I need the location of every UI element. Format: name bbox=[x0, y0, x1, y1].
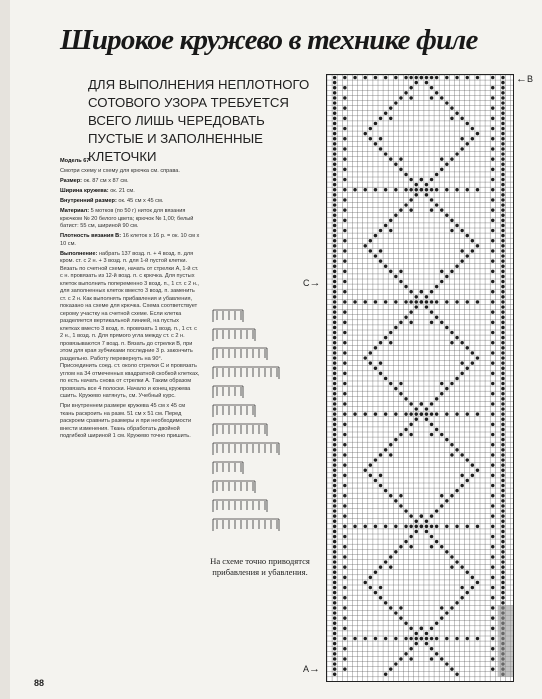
marker-a-label: A bbox=[303, 664, 310, 674]
instruction-paragraph bbox=[60, 208, 200, 231]
instruction-label: Размер: bbox=[60, 178, 84, 184]
marker-b bbox=[516, 73, 533, 85]
instruction-label: Плотность вязания В: bbox=[60, 233, 123, 239]
instruction-text: набрать 137 возд. п. + 4 возд. п. для кром. ст. с 2 н. + 3 возд. п. для 1-й пустой клетки. Вязать по счетной схеме, начать от стрелки А, 1-й ст. с н. провязать из 12-й возд. п. с крючка. Для пустых клеток выполнить попеременно 3 возд. п., 1 ст. с 2 н., для заполненных клеток вместо 3 возд. п. заменить ст. с 2 н. Как выполнять прибавления и убавления, показано на схеме для крючка. Схема соответствует серому участку на счетной схеме. Если клетка разделяется вертикальной линией, на пустых клетках вместо 3 возд. п. провязать 1 возд. п., 1 ст. с 2 н., 1 возд. п. Для прямого угла между ст. с 2 н. провязываются 7 возд. п. Вязать до стрелки В, при этом для края зубчиками последние 3 р. закончить раздельно. Работу перевернуть на 90°. Присоединить соед. ст. около стрелки С и провязать углом на 34 отмеченных квадратной скобкой клетках, по есть начать снова от стрелки А. Таким образом провязать все 4 полоски. Начало и конец кружева сшить. Кружево натянуть, см. Учебный курс. bbox=[60, 250, 200, 399]
instruction-text: 5 мотков (по 50 г) ниток для вязания крючком № 20 белого цвета; крючок № 1,00; белый батист: 55 см, шириной 90 см. bbox=[60, 208, 194, 229]
instruction-paragraph bbox=[60, 233, 200, 248]
page-number: 88 bbox=[34, 678, 45, 688]
marker-b-label: B bbox=[527, 74, 534, 84]
instructions-column bbox=[60, 158, 200, 443]
instruction-text: ок. 45 см х 45 см. bbox=[118, 198, 164, 204]
instruction-paragraph bbox=[60, 178, 200, 186]
crochet-schema-diagram bbox=[205, 300, 315, 550]
marker-c-label: C bbox=[303, 278, 310, 288]
instruction-text: 16 клеток х 16 р. = ок. 10 см х 10 см. bbox=[60, 233, 200, 247]
pattern-grid bbox=[327, 75, 513, 681]
instruction-text: ок. 21 см. bbox=[110, 188, 135, 194]
instruction-label: Ширина кружева: bbox=[60, 188, 111, 194]
instruction-paragraph bbox=[60, 168, 200, 176]
arrow-right-icon: → bbox=[309, 663, 321, 675]
instruction-paragraph bbox=[60, 251, 200, 401]
instruction-label: Внутренний размер: bbox=[60, 198, 119, 204]
instruction-paragraph bbox=[60, 198, 200, 206]
instruction-text: Смотри схему и схему для крючка см. справа. bbox=[60, 168, 180, 174]
instruction-paragraph bbox=[60, 158, 200, 166]
grid-lines bbox=[327, 75, 513, 681]
instruction-label: Выполнение: bbox=[60, 250, 99, 257]
instruction-text: ок. 87 см х 87 см. bbox=[83, 178, 129, 184]
diagram-note: На схеме точно приводятся прибавления и убавления. bbox=[210, 556, 310, 577]
filet-pattern-chart bbox=[326, 74, 514, 682]
page-edge bbox=[0, 0, 10, 699]
marker-c bbox=[303, 277, 321, 289]
instruction-label: Модель 67 bbox=[60, 158, 90, 164]
arrow-left-icon: ← bbox=[516, 73, 527, 85]
instruction-paragraph bbox=[60, 188, 200, 196]
instruction-text: При внутреннем размере кружева 45 см х 45 см ткань раскроить на разм. 51 см х 51 см. Перед раскроем сравнить размеры и при необходимости внести изменения. Ткань обработать двойной подгибкой шириной 1 см. Кружево точно пришить. bbox=[60, 403, 192, 439]
filled-cells bbox=[333, 76, 513, 677]
instruction-label: Материал: bbox=[60, 208, 91, 214]
instruction-paragraph bbox=[60, 403, 200, 441]
page-title: Широкое кружево в технике филе bbox=[60, 24, 478, 56]
arrow-right-icon: → bbox=[309, 277, 321, 289]
intro-text: ДЛЯ ВЫПОЛНЕНИЯ НЕПЛОТНОГО СОТОВОГО УЗОРА ТРЕБУЕТСЯ ВСЕГО ЛИШЬ ЧЕРЕДОВАТЬ ПУСТЫЕ И ЗАПОЛНЕННЫЕ КЛЕТОЧКИ bbox=[88, 77, 310, 164]
marker-a bbox=[303, 663, 320, 675]
